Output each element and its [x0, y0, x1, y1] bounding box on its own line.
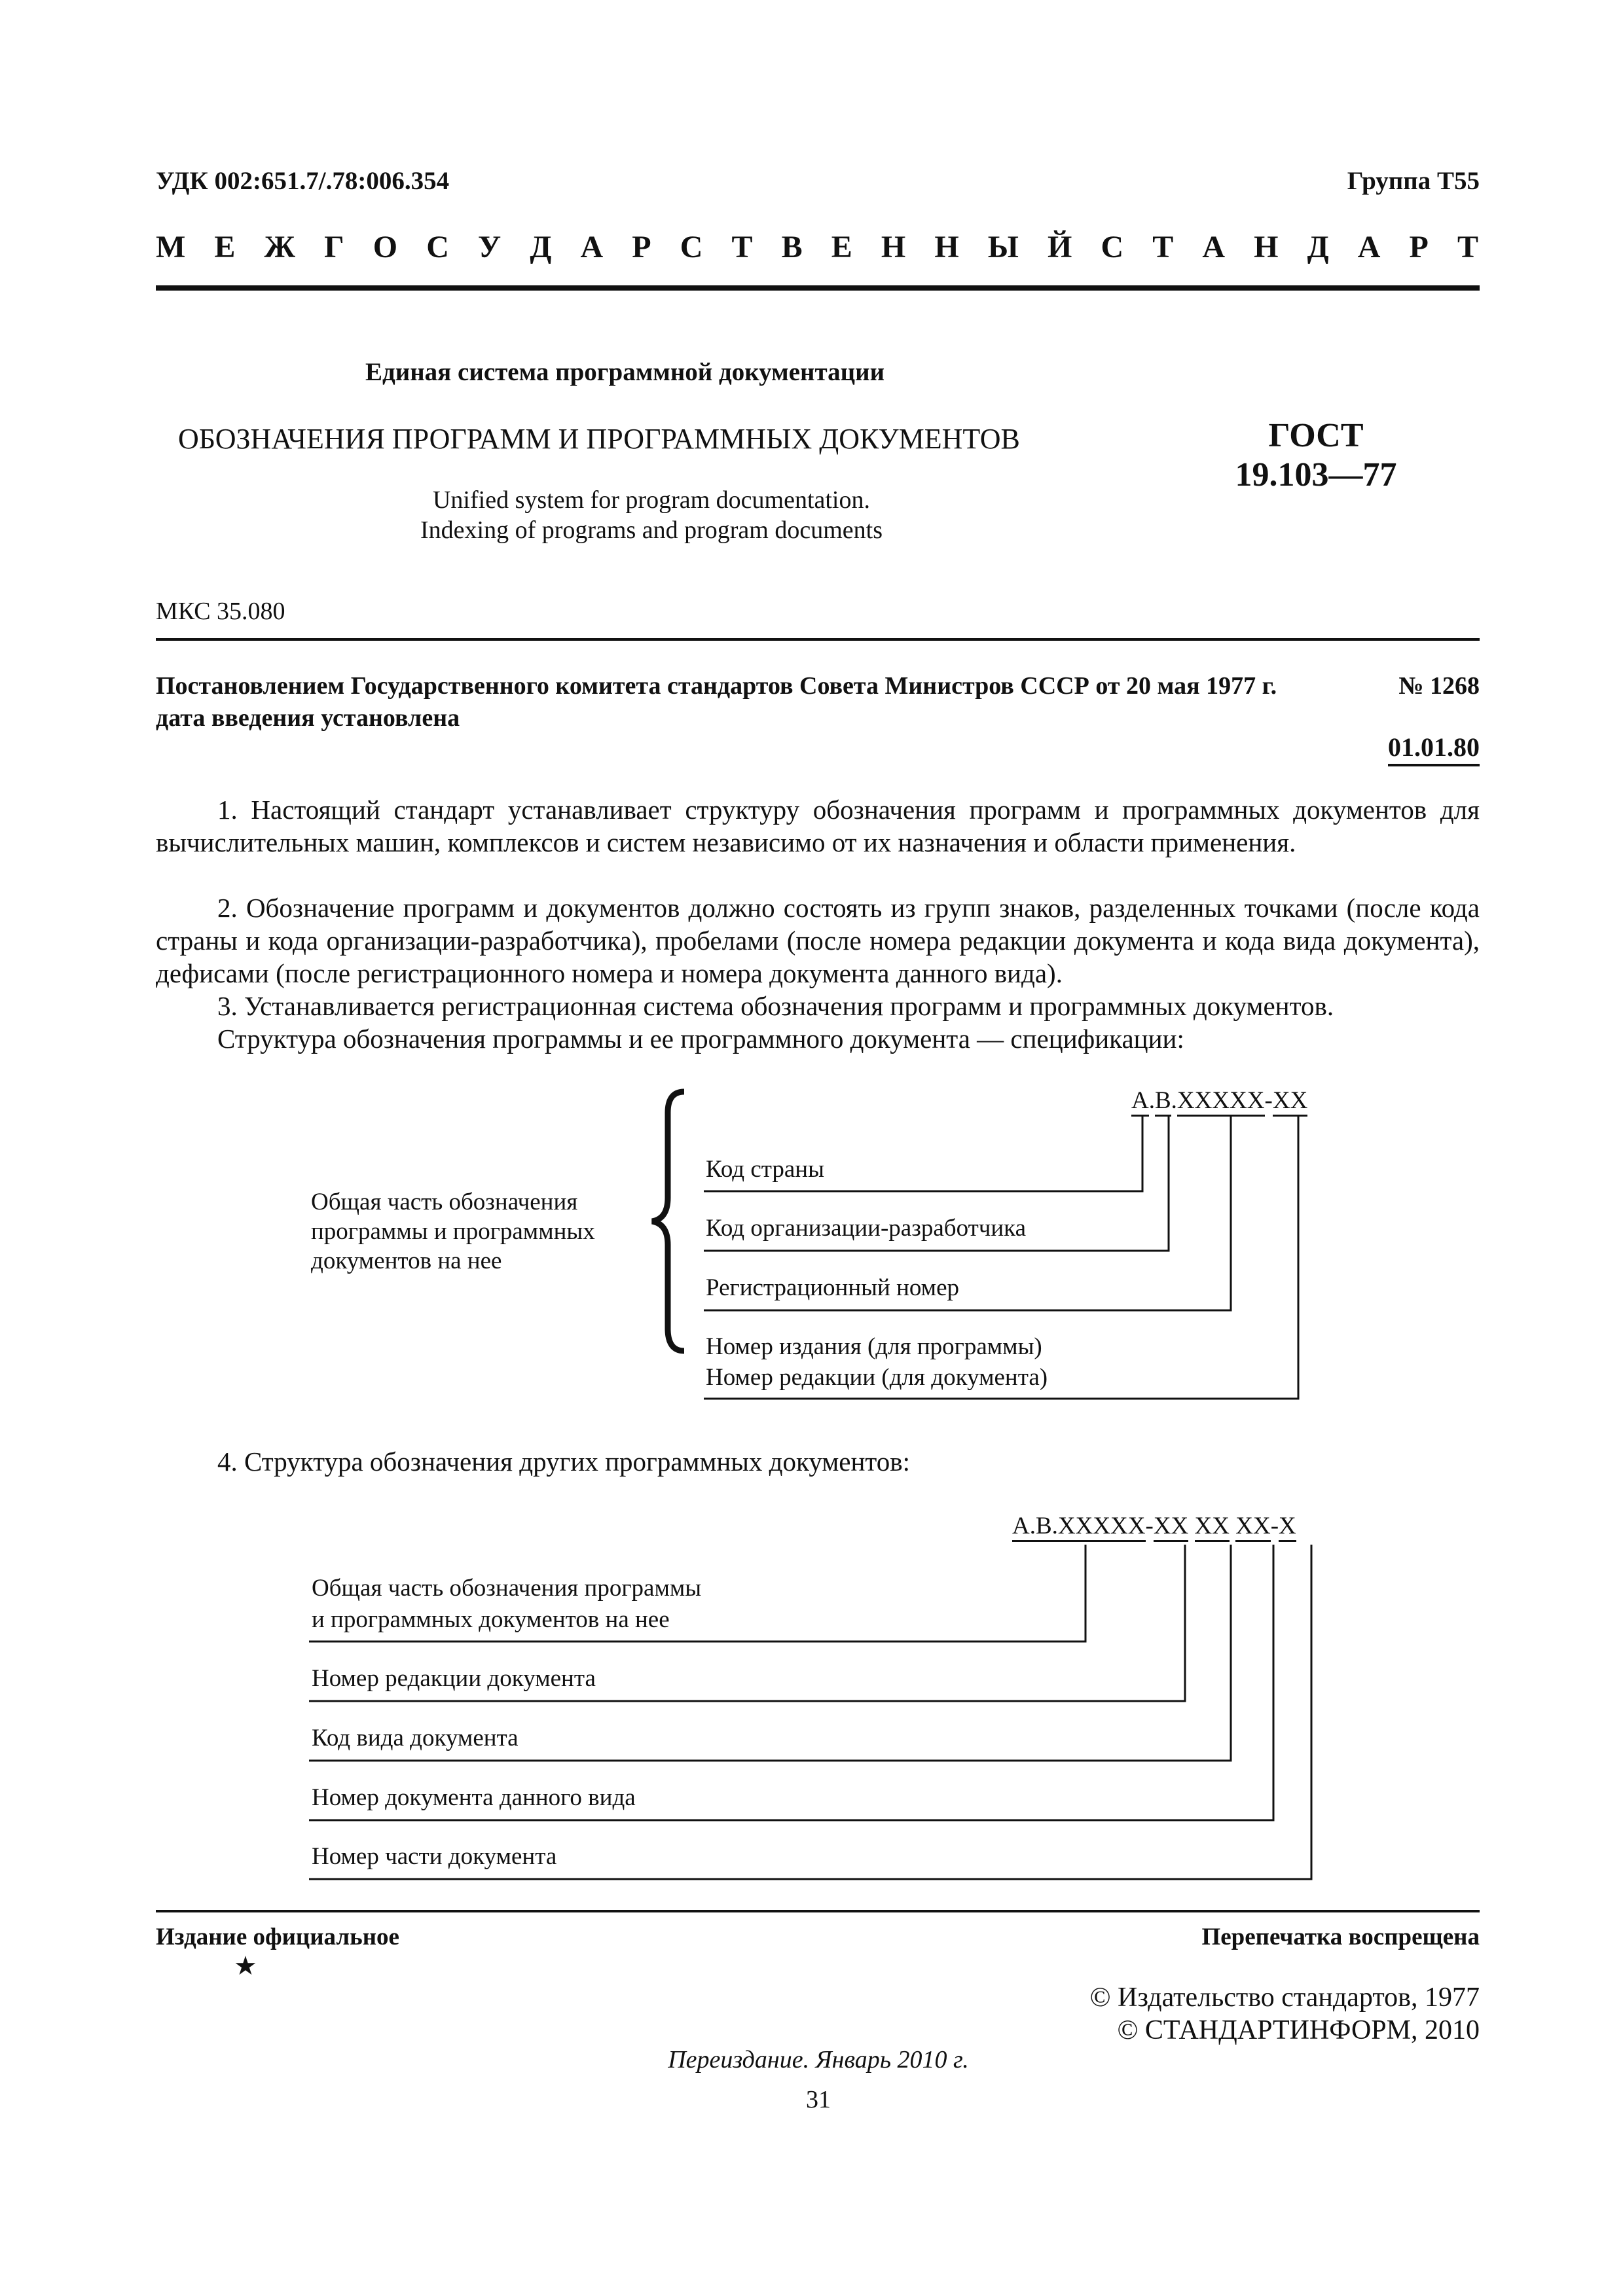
connector-edition	[704, 1115, 1298, 1399]
label-country-code: Код страны	[706, 1156, 824, 1183]
code-part-docnum: ХХ	[1235, 1513, 1270, 1542]
label-revision-number: Номер редакции (для документа)	[706, 1364, 1048, 1391]
code-part-type: ХХ	[1195, 1513, 1230, 1542]
label-reg-number: Регистрационный номер	[706, 1274, 960, 1301]
label-common-part-2: и программных документов на нее	[312, 1606, 670, 1633]
label-edition-number: Номер издания (для программы)	[706, 1333, 1042, 1360]
code-part-common: А.В.ХХХХХ	[1012, 1513, 1146, 1542]
code-space	[1188, 1513, 1194, 1540]
brace-label-line2: программы и программных	[311, 1218, 595, 1245]
english-title-line2: Indexing of programs and program documents	[420, 516, 883, 544]
brace-label-line3: документов на нее	[311, 1247, 502, 1274]
gost-label: ГОСТ	[1268, 417, 1364, 454]
connector-country	[704, 1115, 1142, 1191]
connector-org	[704, 1115, 1169, 1251]
label-org-code: Код организации-разработчика	[706, 1215, 1027, 1242]
code-part-edition: ХХ	[1273, 1087, 1307, 1117]
label-common-part-1: Общая часть обозначения программы	[312, 1575, 702, 1602]
code-part-revision: ХХ	[1154, 1513, 1188, 1542]
code-part-country: А	[1131, 1087, 1149, 1117]
document-title: ОБОЗНАЧЕНИЯ ПРОГРАММ И ПРОГРАММНЫХ ДОКУМЕНТОВ	[178, 423, 1020, 455]
paragraph-2-text: 2. Обозначение программ и документов должно состоять из групп знаков, разделенных точками (после кода страны и кода организации-разработчика), пробелами (после номера редакции документа и кода вида документа), дефисами (после регистрационного номера и номера документа данного вида).	[156, 893, 1480, 988]
code-hyphen: -	[1270, 1513, 1279, 1539]
code-part-reg: ХХХХХ	[1177, 1087, 1265, 1117]
label-document-part: Номер части документа	[312, 1843, 557, 1870]
page-number: 31	[806, 2086, 831, 2113]
connector-reg	[704, 1115, 1231, 1310]
gost-number: 19.103—77	[1235, 456, 1397, 493]
paragraph-3-text: 3. Устанавливается регистрационная система обозначения программ и программных документов.	[217, 991, 1334, 1021]
paragraph-1-text: 1. Настоящий стандарт устанавливает структуру обозначения программ и программных документов для вычислительных машин, комплексов и систем независимо от их назначения и области применения.	[156, 795, 1480, 857]
curly-brace	[652, 1092, 684, 1351]
copyright-2010: © СТАНДАРТИНФОРМ, 2010	[1117, 2015, 1480, 2045]
english-title-line1: Unified system for program documentation.	[432, 486, 870, 514]
paragraph-4	[156, 1445, 1480, 1478]
label-document-revision: Номер редакции документа	[312, 1665, 596, 1692]
label-document-type: Код вида документа	[312, 1725, 519, 1751]
no-reprint: Перепечатка воспрещена	[1201, 1924, 1480, 1950]
star-mark: ★	[234, 1951, 257, 1981]
code-part-part: Х	[1279, 1513, 1296, 1542]
decree-number: № 1268	[1398, 672, 1480, 700]
code-dot: .	[1148, 1087, 1155, 1114]
code-dot: .	[1171, 1087, 1177, 1114]
label-document-number: Номер документа данного вида	[312, 1784, 636, 1811]
udk-code: УДК 002:651.7/.78:006.354	[156, 167, 450, 195]
mks-code: МКС 35.080	[156, 598, 285, 625]
code-hyphen: -	[1145, 1513, 1154, 1539]
system-name: Единая система программной документации	[365, 358, 885, 386]
footer-rule	[156, 1910, 1480, 1912]
group-code: Группа Т55	[1347, 167, 1480, 195]
copyright-1977: © Издательство стандартов, 1977	[1089, 1982, 1480, 2013]
introduction-date-label: дата введения установлена	[156, 704, 460, 732]
code-space	[1230, 1513, 1235, 1540]
code-hyphen: -	[1264, 1087, 1273, 1114]
reissue-note: Переиздание. Январь 2010 г.	[668, 2046, 969, 2073]
code-part-org: В	[1155, 1087, 1171, 1117]
decree-text: Постановлением Государственного комитета стандартов Совета Министров СССР от 20 мая 1977 г.	[156, 672, 1277, 700]
official-edition: Издание официальное	[156, 1924, 399, 1950]
paragraph-3b-text: Структура обозначения программы и ее программного документа — спецификации:	[217, 1024, 1184, 1054]
diagram2-code	[1012, 1512, 1296, 1540]
brace-label-line1: Общая часть обозначения	[311, 1189, 578, 1215]
standard-banner: М Е Ж Г О С У Д А Р С Т В Е Н Н Ы Й С Т А Н Д А Р Т	[156, 230, 1480, 264]
paragraph-4-text: 4. Структура обозначения других программных документов:	[217, 1446, 911, 1477]
introduction-date: 01.01.80	[1388, 732, 1480, 766]
